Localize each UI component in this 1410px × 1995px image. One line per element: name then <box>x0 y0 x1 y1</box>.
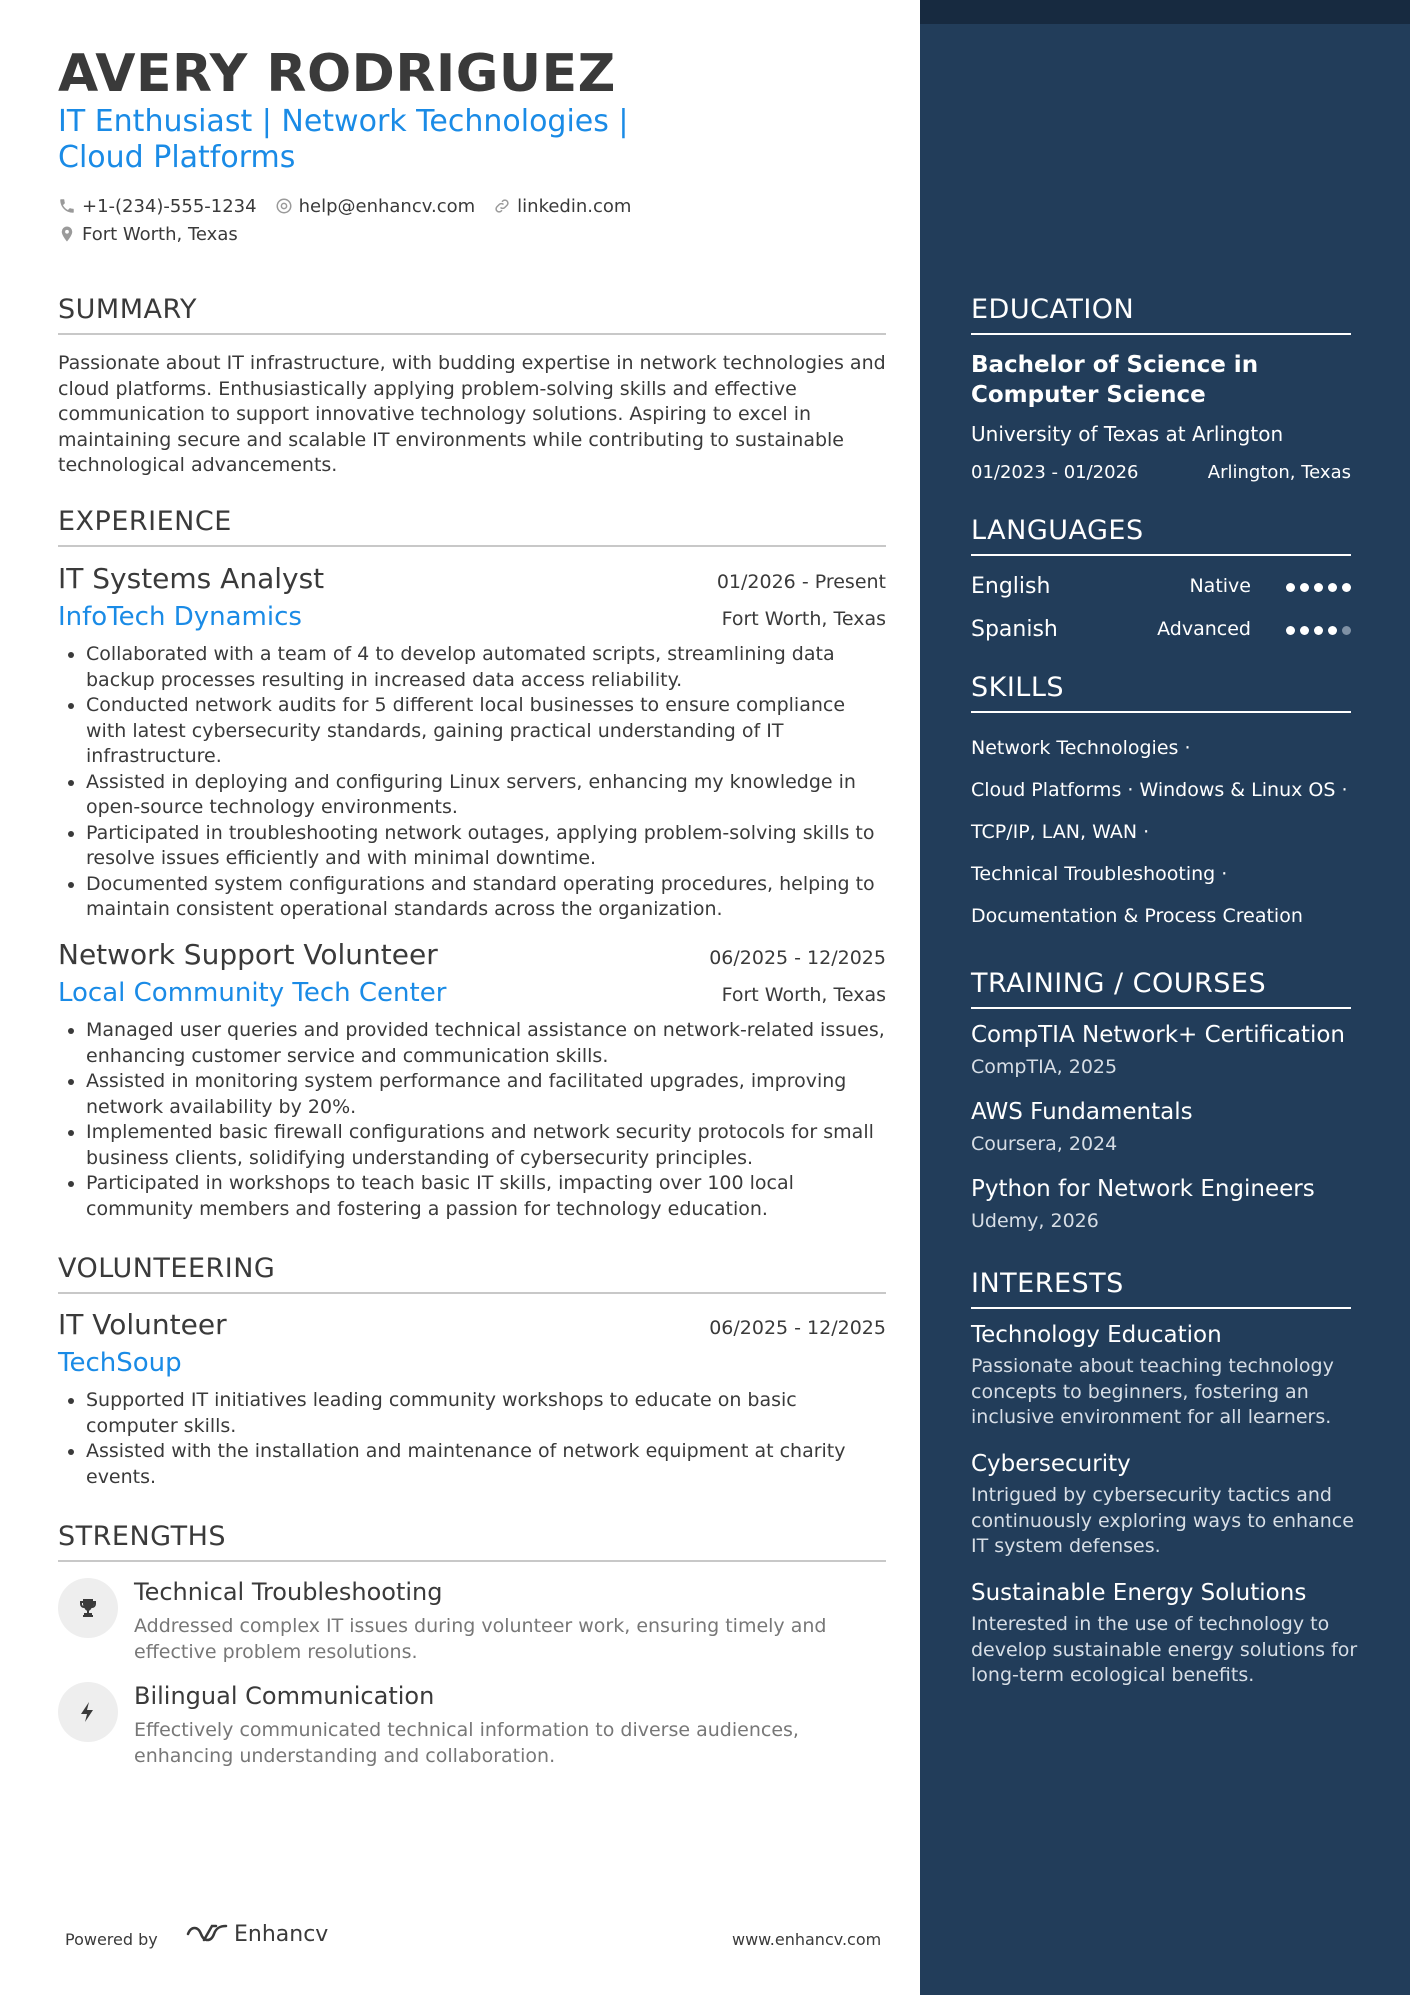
rating-dot <box>1314 626 1323 635</box>
rating-dot <box>1300 626 1309 635</box>
company-name[interactable]: InfoTech Dynamics <box>58 602 302 632</box>
training-provider: Coursera, 2024 <box>971 1133 1118 1155</box>
footer-url[interactable]: www.enhancv.com <box>732 1930 882 1949</box>
skills-heading: SKILLS <box>971 672 1351 713</box>
rating-dot <box>1286 583 1295 592</box>
rating-dot <box>1300 583 1309 592</box>
education-dates: 01/2023 - 01/2026 <box>971 462 1139 483</box>
job-bullets <box>58 1018 886 1222</box>
interest-name: Cybersecurity <box>971 1451 1131 1477</box>
bullet-item: • Collaborated with a team of 4 to develop automated scripts, streamlining data backup processes resulting in increased data access reliability. <box>86 642 886 693</box>
bullet-item: • Participated in workshops to teach basic IT skills, impacting over 100 local community members and fostering a passion for technology education. <box>86 1171 886 1222</box>
language-item <box>971 571 1351 601</box>
rating-dot <box>1328 583 1337 592</box>
skill-line: Documentation & Process Creation <box>971 905 1303 927</box>
linkedin-text: linkedin.com <box>517 195 632 217</box>
education-heading: EDUCATION <box>971 294 1351 335</box>
language-level: Advanced <box>1157 618 1251 640</box>
job-bullets <box>58 642 886 923</box>
training-item <box>971 1022 1371 1099</box>
bullet-item: • Supported IT initiatives leading community workshops to educate on basic computer skills. <box>86 1388 886 1439</box>
rating-dot <box>1342 583 1351 592</box>
volunteer-role: IT Volunteer <box>58 1308 227 1341</box>
summary-text: Passionate about IT infrastructure, with budding expertise in network technologies and cloud platforms. Enthusiastically applying problem-solving skills and effective communication to support innovative technology solutions. Aspiring to excel in maintaining secure and scalable IT environments while contributing to sustainable technological advancements. <box>58 352 886 476</box>
bullet-item: • Assisted in deploying and configuring Linux servers, enhancing my knowledge in open-source technology environments. <box>86 770 886 821</box>
skill-line: Network Technologies · <box>971 737 1191 759</box>
job-dates: 06/2025 - 12/2025 <box>709 947 886 969</box>
education-meta <box>971 462 1351 483</box>
training-item <box>971 1099 1371 1176</box>
interest-name: Sustainable Energy Solutions <box>971 1580 1307 1606</box>
job-title: Network Support Volunteer <box>58 938 438 971</box>
training-item <box>971 1176 1371 1253</box>
rating-dot <box>1314 583 1323 592</box>
strength-icon-badge <box>58 1682 118 1742</box>
summary-heading: SUMMARY <box>58 294 886 335</box>
interest-item <box>971 1580 1361 1709</box>
at-icon <box>275 197 293 215</box>
language-item <box>971 614 1351 644</box>
bullet-item: • Assisted with the installation and maintenance of network equipment at charity events. <box>86 1439 886 1490</box>
location-text: Fort Worth, Texas <box>82 223 238 245</box>
bullet-item: • Conducted network audits for 5 different local businesses to ensure compliance with latest cybersecurity standards, gaining practical understanding of IT infrastructure. <box>86 693 886 770</box>
education-degree: Bachelor of Science in Computer Science <box>971 352 1259 408</box>
rating-dot <box>1342 626 1351 635</box>
job-location: Fort Worth, Texas <box>721 984 886 1006</box>
rating-dot <box>1328 626 1337 635</box>
language-name: Spanish <box>971 616 1058 642</box>
training-provider: Udemy, 2026 <box>971 1210 1099 1232</box>
contact-location <box>58 224 238 245</box>
strengths-heading: STRENGTHS <box>58 1521 886 1562</box>
enhancv-logo[interactable] <box>184 1920 328 1948</box>
training-list <box>971 1022 1371 1253</box>
interest-item <box>971 1322 1361 1451</box>
location-pin-icon <box>58 225 76 243</box>
interest-item <box>971 1451 1361 1580</box>
interests-list <box>971 1322 1361 1709</box>
footer-powered-by: Powered by <box>65 1930 158 1949</box>
training-name: Python for Network Engineers <box>971 1176 1315 1202</box>
volunteer-entry <box>58 1308 886 1490</box>
strength-icon-badge <box>58 1578 118 1638</box>
languages-heading: LANGUAGES <box>971 515 1351 556</box>
contact-phone[interactable] <box>58 196 257 217</box>
strength-desc: Effectively communicated technical information to diverse audiences, enhancing understanding and collaboration. <box>134 1719 799 1767</box>
enhancv-logo-icon <box>184 1920 230 1948</box>
strength-title: Bilingual Communication <box>134 1682 435 1710</box>
interest-name: Technology Education <box>971 1322 1222 1348</box>
job-title: IT Systems Analyst <box>58 562 325 595</box>
training-provider: CompTIA, 2025 <box>971 1056 1118 1078</box>
skill-line: Technical Troubleshooting · <box>971 863 1228 885</box>
link-icon <box>493 197 511 215</box>
bolt-icon <box>76 1700 100 1724</box>
interest-desc: Interested in the use of technology to develop sustainable energy solutions for long-term ecological benefits. <box>971 1613 1358 1686</box>
job-entry <box>58 562 886 923</box>
candidate-tagline: IT Enthusiast | Network Technologies | Cloud Platforms <box>58 104 629 175</box>
bullet-item: • Implemented basic firewall configurations and network security protocols for small business clients, solidifying understanding of cybersecurity principles. <box>86 1120 886 1171</box>
candidate-name: AVERY RODRIGUEZ <box>58 44 616 104</box>
trophy-icon <box>76 1596 100 1620</box>
interests-heading: INTERESTS <box>971 1268 1351 1309</box>
company-name[interactable]: Local Community Tech Center <box>58 978 447 1008</box>
volunteer-org[interactable]: TechSoup <box>58 1348 182 1378</box>
education-location: Arlington, Texas <box>1207 462 1351 483</box>
volunteer-dates: 06/2025 - 12/2025 <box>709 1317 886 1339</box>
bullet-item: • Participated in troubleshooting network outages, applying problem-solving skills to resolve issues efficiently and with minimal downtime. <box>86 821 886 872</box>
training-heading: TRAINING / COURSES <box>971 968 1351 1009</box>
language-name: English <box>971 573 1051 599</box>
contact-email[interactable] <box>275 196 476 217</box>
job-location: Fort Worth, Texas <box>721 608 886 630</box>
volunteer-bullets <box>58 1388 886 1490</box>
strength-title: Technical Troubleshooting <box>134 1578 443 1606</box>
language-rating <box>1281 577 1351 596</box>
email-text: help@enhancv.com <box>298 195 476 217</box>
contact-linkedin[interactable] <box>493 196 631 217</box>
bullet-item: • Managed user queries and provided technical assistance on network-related issues, enhancing customer service and communication skills. <box>86 1018 886 1069</box>
volunteering-heading: VOLUNTEERING <box>58 1253 886 1294</box>
interest-desc: Intrigued by cybersecurity tactics and continuously exploring ways to enhance IT system defenses. <box>971 1484 1354 1557</box>
contact-info <box>58 192 858 248</box>
skill-line: Cloud Platforms · Windows & Linux OS · <box>971 779 1348 801</box>
education-school: University of Texas at Arlington <box>971 422 1284 446</box>
bullet-item: • Documented system configurations and standard operating procedures, helping to maintain consistent operational standards across the organization. <box>86 872 886 923</box>
skill-line: TCP/IP, LAN, WAN · <box>971 821 1150 843</box>
sidebar <box>920 0 1410 1995</box>
strength-desc: Addressed complex IT issues during volunteer work, ensuring timely and effective problem resolutions. <box>134 1615 827 1663</box>
sidebar-top-bar <box>920 0 1410 24</box>
job-dates: 01/2026 - Present <box>716 571 886 593</box>
interest-desc: Passionate about teaching technology concepts to beginners, fostering an inclusive environment for all learners. <box>971 1355 1334 1428</box>
rating-dot <box>1286 626 1295 635</box>
training-name: CompTIA Network+ Certification <box>971 1022 1345 1048</box>
enhancv-brand: Enhancv <box>234 1921 329 1947</box>
language-rating <box>1281 620 1351 639</box>
phone-icon <box>58 197 76 215</box>
phone-text: +1-(234)-555-1234 <box>82 195 257 217</box>
experience-heading: EXPERIENCE <box>58 506 886 547</box>
job-entry <box>58 938 886 1222</box>
language-level: Native <box>1189 575 1251 597</box>
training-name: AWS Fundamentals <box>971 1099 1193 1125</box>
bullet-item: • Assisted in monitoring system performance and facilitated upgrades, improving network availability by 20%. <box>86 1069 886 1120</box>
skills-list <box>971 727 1371 937</box>
